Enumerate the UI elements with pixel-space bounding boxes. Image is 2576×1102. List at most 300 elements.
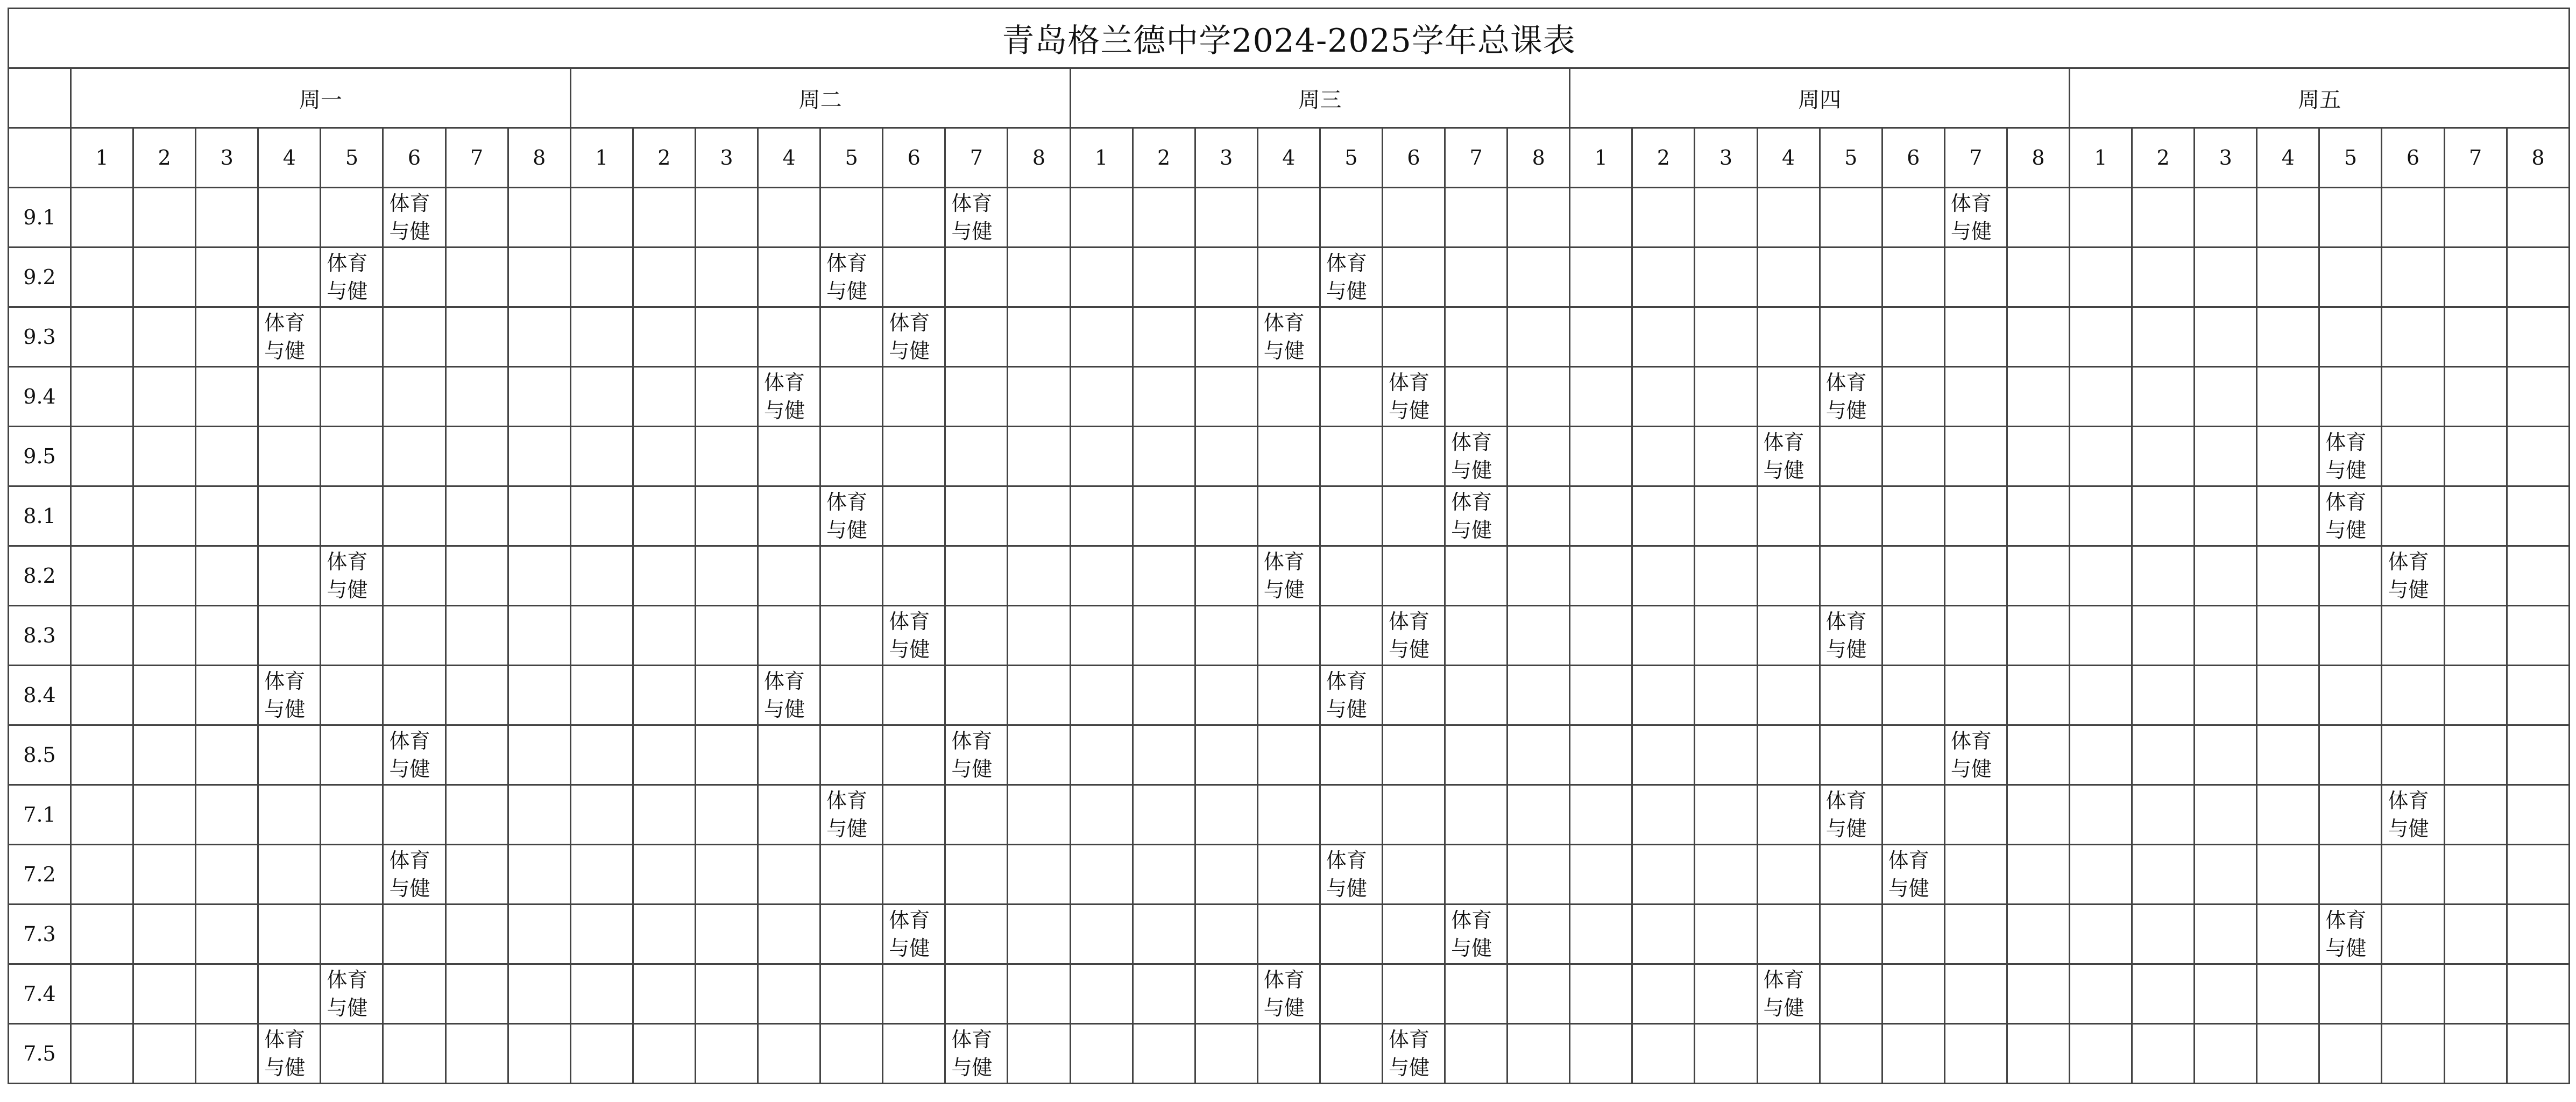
empty-cell: [2319, 546, 2382, 606]
empty-cell: [1882, 905, 1944, 964]
empty-cell: [758, 725, 820, 785]
empty-cell: [1632, 905, 1695, 964]
empty-cell: [2382, 1024, 2444, 1084]
empty-cell: [1820, 427, 1882, 486]
empty-cell: [1882, 725, 1944, 785]
empty-cell: [2257, 248, 2319, 307]
empty-cell: [1944, 606, 2007, 666]
course-cell: 体育与健: [2319, 905, 2382, 964]
empty-cell: [2257, 666, 2319, 725]
empty-cell: [633, 307, 695, 367]
empty-cell: [2007, 188, 2069, 248]
empty-cell: [1632, 486, 1695, 546]
empty-cell: [1570, 606, 1632, 666]
course-cell: 体育与健: [321, 546, 383, 606]
empty-cell: [321, 725, 383, 785]
empty-cell: [1008, 964, 1070, 1024]
empty-cell: [2444, 307, 2507, 367]
empty-cell: [2070, 1024, 2132, 1084]
empty-cell: [508, 1024, 570, 1084]
class-row: [9, 1024, 2570, 1084]
course-cell: 体育与健: [1382, 1024, 1445, 1084]
empty-cell: [2007, 785, 2069, 845]
empty-cell: [1570, 666, 1632, 725]
period-header: 1: [71, 128, 133, 188]
empty-cell: [71, 785, 133, 845]
period-header: 1: [2070, 128, 2132, 188]
empty-cell: [1695, 188, 1757, 248]
empty-cell: [2507, 666, 2570, 725]
empty-cell: [1508, 248, 1570, 307]
period-header: 2: [633, 128, 695, 188]
empty-cell: [1570, 1024, 1632, 1084]
empty-cell: [2007, 546, 2069, 606]
empty-cell: [1757, 905, 1820, 964]
empty-cell: [2382, 725, 2444, 785]
period-header: 7: [1445, 128, 1508, 188]
empty-cell: [2195, 666, 2257, 725]
empty-cell: [2444, 367, 2507, 427]
empty-cell: [1195, 248, 1257, 307]
empty-cell: [758, 905, 820, 964]
empty-cell: [1382, 486, 1445, 546]
empty-cell: [1008, 367, 1070, 427]
empty-cell: [383, 964, 445, 1024]
empty-cell: [508, 785, 570, 845]
empty-cell: [633, 427, 695, 486]
empty-cell: [1008, 666, 1070, 725]
empty-cell: [883, 1024, 945, 1084]
empty-cell: [633, 1024, 695, 1084]
empty-cell: [321, 905, 383, 964]
empty-cell: [2007, 905, 2069, 964]
empty-cell: [196, 367, 258, 427]
empty-cell: [2507, 964, 2570, 1024]
empty-cell: [570, 905, 633, 964]
empty-cell: [133, 248, 196, 307]
empty-cell: [1695, 845, 1757, 905]
class-label: 7.5: [9, 1024, 71, 1084]
empty-cell: [2257, 905, 2319, 964]
class-label: 7.1: [9, 785, 71, 845]
empty-cell: [2319, 845, 2382, 905]
empty-cell: [383, 546, 445, 606]
period-header: 7: [445, 128, 508, 188]
period-header: 5: [2319, 128, 2382, 188]
class-row: [9, 785, 2570, 845]
empty-cell: [1632, 1024, 1695, 1084]
course-cell: 体育与健: [258, 1024, 321, 1084]
empty-cell: [383, 785, 445, 845]
empty-cell: [1632, 725, 1695, 785]
empty-cell: [1445, 188, 1508, 248]
empty-cell: [2132, 666, 2195, 725]
empty-cell: [2382, 845, 2444, 905]
empty-cell: [2007, 606, 2069, 666]
empty-cell: [1133, 427, 1195, 486]
empty-cell: [133, 905, 196, 964]
empty-cell: [2132, 367, 2195, 427]
empty-cell: [883, 785, 945, 845]
empty-cell: [820, 367, 883, 427]
empty-cell: [695, 546, 758, 606]
empty-cell: [820, 307, 883, 367]
empty-cell: [945, 546, 1008, 606]
empty-cell: [2507, 845, 2570, 905]
period-header: 8: [1508, 128, 1570, 188]
empty-cell: [2382, 188, 2444, 248]
empty-cell: [2070, 486, 2132, 546]
empty-cell: [2007, 964, 2069, 1024]
empty-cell: [758, 1024, 820, 1084]
empty-cell: [695, 248, 758, 307]
empty-cell: [883, 427, 945, 486]
class-label: 9.4: [9, 367, 71, 427]
empty-cell: [133, 964, 196, 1024]
empty-cell: [508, 546, 570, 606]
empty-cell: [508, 427, 570, 486]
empty-cell: [258, 905, 321, 964]
empty-cell: [445, 546, 508, 606]
empty-cell: [1320, 486, 1382, 546]
empty-cell: [1570, 964, 1632, 1024]
empty-cell: [2132, 905, 2195, 964]
empty-cell: [820, 546, 883, 606]
empty-cell: [2382, 964, 2444, 1024]
empty-cell: [2444, 845, 2507, 905]
empty-cell: [2070, 248, 2132, 307]
timetable: [8, 8, 2570, 1084]
empty-cell: [1320, 1024, 1382, 1084]
empty-cell: [258, 248, 321, 307]
empty-cell: [1944, 1024, 2007, 1084]
empty-cell: [445, 964, 508, 1024]
empty-cell: [820, 725, 883, 785]
empty-cell: [1008, 188, 1070, 248]
empty-cell: [1820, 905, 1882, 964]
empty-cell: [2132, 964, 2195, 1024]
empty-cell: [2444, 1024, 2507, 1084]
empty-cell: [2195, 964, 2257, 1024]
empty-cell: [2070, 725, 2132, 785]
empty-cell: [1320, 188, 1382, 248]
course-cell: 体育与健: [945, 1024, 1008, 1084]
empty-cell: [196, 606, 258, 666]
empty-cell: [1382, 546, 1445, 606]
period-header: 8: [1008, 128, 1070, 188]
course-cell: 体育与健: [2382, 546, 2444, 606]
empty-cell: [2007, 307, 2069, 367]
empty-cell: [570, 188, 633, 248]
empty-cell: [1757, 606, 1820, 666]
class-row: [9, 486, 2570, 546]
empty-cell: [695, 427, 758, 486]
empty-cell: [1257, 845, 1320, 905]
empty-cell: [1632, 367, 1695, 427]
empty-cell: [1944, 427, 2007, 486]
empty-cell: [1445, 1024, 1508, 1084]
empty-cell: [820, 1024, 883, 1084]
empty-cell: [1133, 964, 1195, 1024]
class-label: 9.3: [9, 307, 71, 367]
empty-cell: [2319, 1024, 2382, 1084]
empty-cell: [758, 188, 820, 248]
empty-cell: [570, 546, 633, 606]
course-cell: 体育与健: [321, 964, 383, 1024]
empty-cell: [2257, 785, 2319, 845]
empty-cell: [1695, 546, 1757, 606]
empty-cell: [1570, 845, 1632, 905]
empty-cell: [1008, 606, 1070, 666]
empty-cell: [633, 785, 695, 845]
empty-cell: [1133, 486, 1195, 546]
course-cell: 体育与健: [2382, 785, 2444, 845]
empty-cell: [2070, 367, 2132, 427]
empty-cell: [2257, 188, 2319, 248]
empty-cell: [196, 188, 258, 248]
empty-cell: [1008, 845, 1070, 905]
empty-cell: [508, 606, 570, 666]
empty-cell: [633, 905, 695, 964]
empty-cell: [1008, 725, 1070, 785]
class-label: 8.3: [9, 606, 71, 666]
empty-cell: [1195, 845, 1257, 905]
empty-cell: [2132, 188, 2195, 248]
empty-cell: [1508, 785, 1570, 845]
empty-cell: [2257, 546, 2319, 606]
empty-cell: [695, 188, 758, 248]
empty-cell: [2132, 248, 2195, 307]
empty-cell: [570, 845, 633, 905]
empty-cell: [196, 725, 258, 785]
empty-cell: [820, 845, 883, 905]
empty-cell: [1820, 307, 1882, 367]
empty-cell: [1820, 725, 1882, 785]
course-cell: 体育与健: [1382, 606, 1445, 666]
course-cell: 体育与健: [1944, 188, 2007, 248]
empty-cell: [1382, 964, 1445, 1024]
empty-cell: [1382, 188, 1445, 248]
empty-cell: [508, 307, 570, 367]
empty-cell: [1070, 1024, 1133, 1084]
empty-cell: [633, 188, 695, 248]
empty-cell: [570, 427, 633, 486]
period-header: 8: [508, 128, 570, 188]
empty-cell: [508, 964, 570, 1024]
empty-cell: [1320, 307, 1382, 367]
class-row: [9, 606, 2570, 666]
empty-cell: [1195, 666, 1257, 725]
empty-cell: [1508, 1024, 1570, 1084]
empty-cell: [695, 964, 758, 1024]
empty-cell: [2257, 845, 2319, 905]
empty-cell: [695, 367, 758, 427]
empty-cell: [945, 845, 1008, 905]
period-header: 3: [2195, 128, 2257, 188]
empty-cell: [2444, 546, 2507, 606]
empty-cell: [383, 905, 445, 964]
empty-cell: [2444, 486, 2507, 546]
empty-cell: [1757, 845, 1820, 905]
empty-cell: [1695, 666, 1757, 725]
empty-cell: [1695, 427, 1757, 486]
empty-cell: [633, 248, 695, 307]
empty-cell: [2132, 725, 2195, 785]
empty-cell: [1070, 725, 1133, 785]
day-header-row: [9, 68, 2570, 128]
empty-cell: [2070, 905, 2132, 964]
empty-cell: [2195, 606, 2257, 666]
empty-cell: [2195, 905, 2257, 964]
empty-cell: [633, 666, 695, 725]
empty-cell: [2507, 1024, 2570, 1084]
empty-cell: [1757, 785, 1820, 845]
empty-cell: [1445, 785, 1508, 845]
empty-cell: [445, 307, 508, 367]
empty-cell: [1382, 248, 1445, 307]
period-header: 4: [258, 128, 321, 188]
empty-cell: [508, 486, 570, 546]
empty-cell: [1070, 964, 1133, 1024]
empty-cell: [1257, 486, 1320, 546]
empty-cell: [1382, 785, 1445, 845]
empty-cell: [1070, 248, 1133, 307]
empty-cell: [508, 188, 570, 248]
empty-cell: [2195, 546, 2257, 606]
empty-cell: [1820, 248, 1882, 307]
empty-cell: [2444, 427, 2507, 486]
empty-cell: [1570, 248, 1632, 307]
empty-cell: [71, 666, 133, 725]
period-header: 1: [1070, 128, 1133, 188]
empty-cell: [1570, 427, 1632, 486]
course-cell: 体育与健: [1257, 307, 1320, 367]
course-cell: 体育与健: [945, 725, 1008, 785]
empty-cell: [758, 248, 820, 307]
empty-cell: [1632, 845, 1695, 905]
class-label: 8.1: [9, 486, 71, 546]
empty-cell: [196, 427, 258, 486]
empty-cell: [1382, 845, 1445, 905]
empty-cell: [1757, 248, 1820, 307]
empty-cell: [445, 606, 508, 666]
empty-cell: [1695, 964, 1757, 1024]
empty-cell: [2257, 486, 2319, 546]
empty-cell: [1944, 964, 2007, 1024]
period-header: 4: [1757, 128, 1820, 188]
empty-cell: [196, 546, 258, 606]
empty-cell: [1133, 845, 1195, 905]
empty-cell: [1382, 725, 1445, 785]
empty-cell: [2195, 785, 2257, 845]
empty-cell: [758, 785, 820, 845]
empty-cell: [196, 486, 258, 546]
empty-cell: [445, 785, 508, 845]
course-cell: 体育与健: [1382, 367, 1445, 427]
course-cell: 体育与健: [1320, 248, 1382, 307]
empty-cell: [695, 905, 758, 964]
empty-cell: [258, 486, 321, 546]
empty-cell: [258, 188, 321, 248]
empty-cell: [71, 1024, 133, 1084]
empty-cell: [1195, 188, 1257, 248]
empty-cell: [1257, 666, 1320, 725]
empty-cell: [820, 188, 883, 248]
empty-cell: [321, 845, 383, 905]
course-cell: 体育与健: [820, 248, 883, 307]
period-header: 5: [1320, 128, 1382, 188]
empty-cell: [1757, 666, 1820, 725]
empty-cell: [1070, 307, 1133, 367]
empty-cell: [1445, 606, 1508, 666]
empty-cell: [2070, 188, 2132, 248]
empty-cell: [1070, 606, 1133, 666]
empty-cell: [2007, 486, 2069, 546]
empty-cell: [508, 367, 570, 427]
empty-cell: [2257, 367, 2319, 427]
empty-cell: [1820, 546, 1882, 606]
course-cell: 体育与健: [383, 725, 445, 785]
empty-cell: [445, 725, 508, 785]
empty-cell: [1320, 905, 1382, 964]
empty-cell: [2382, 486, 2444, 546]
empty-cell: [1757, 188, 1820, 248]
empty-cell: [2132, 606, 2195, 666]
empty-cell: [445, 1024, 508, 1084]
empty-cell: [71, 546, 133, 606]
empty-cell: [133, 427, 196, 486]
empty-cell: [1320, 606, 1382, 666]
empty-cell: [820, 964, 883, 1024]
empty-cell: [758, 486, 820, 546]
empty-cell: [1195, 307, 1257, 367]
empty-cell: [1508, 546, 1570, 606]
empty-cell: [2195, 367, 2257, 427]
empty-cell: [445, 905, 508, 964]
empty-cell: [633, 546, 695, 606]
empty-cell: [1508, 486, 1570, 546]
empty-cell: [383, 307, 445, 367]
empty-cell: [1008, 427, 1070, 486]
empty-cell: [321, 188, 383, 248]
empty-cell: [2132, 427, 2195, 486]
course-cell: 体育与健: [1757, 964, 1820, 1024]
empty-cell: [383, 666, 445, 725]
empty-cell: [570, 964, 633, 1024]
empty-cell: [695, 785, 758, 845]
empty-cell: [383, 1024, 445, 1084]
class-label: 7.2: [9, 845, 71, 905]
empty-cell: [196, 666, 258, 725]
empty-cell: [1882, 1024, 1944, 1084]
empty-cell: [2319, 248, 2382, 307]
empty-cell: [1008, 905, 1070, 964]
empty-cell: [1195, 606, 1257, 666]
empty-cell: [1070, 486, 1133, 546]
empty-cell: [1008, 307, 1070, 367]
empty-cell: [2195, 188, 2257, 248]
empty-cell: [1257, 785, 1320, 845]
empty-cell: [1632, 606, 1695, 666]
class-row: [9, 546, 2570, 606]
empty-cell: [1570, 486, 1632, 546]
empty-cell: [1570, 905, 1632, 964]
empty-cell: [945, 785, 1008, 845]
empty-cell: [1570, 546, 1632, 606]
empty-cell: [445, 486, 508, 546]
period-header: 3: [1195, 128, 1257, 188]
empty-cell: [1133, 248, 1195, 307]
